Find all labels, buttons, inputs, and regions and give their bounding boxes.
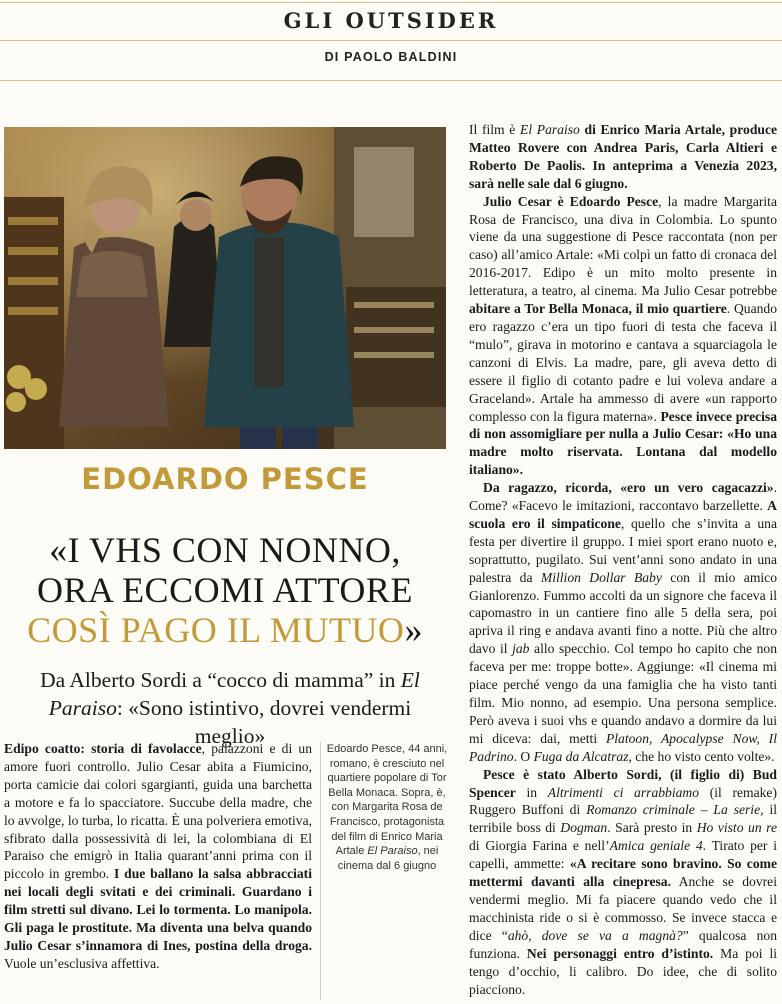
paragraph: Julio Cesar è Edoardo Pesce, la madre Margarita Rosa de Francisco, una diva in Colombia. Lo spunto viene da una suggestione di Pesce raccontata (non per caso) all’amico Artale: «Mi colpì un fatto di cronaca del 2016-2017. Edipo è un mito molto presente in letteratura, a teatro, al cinema. Ma Julio Cesar potrebbe abitare a Tor Bella Monaca, il mio quartiere. Quando ero ragazzo c’era un tipo fuori di testa che faceva il “mulo”, girava in motorino e cantava a squarciagola le canzoni di Elvis. La madre, pare, gli aveva detto di essere il figlio di cotanto padre e lui voleva andare a Graceland». Artale ha ammesso di avere «un rapporto complesso con la figura materna». Pesce invece precisa di non assomigliare per nulla a Julio Cesar: «Ho una madre molto riservata. Lontana dal modello italiano». [469, 193, 778, 478]
photo-caption: Edoardo Pesce, 44 anni, romano, è cresciuto nel quartiere popolare di Tor Bella Monaca. Sopra, è, con Margarita Rosa de Francisco, protagonista del film di Enrico Maria Artale El Paraiso, nei cinema dal 6 giugno [326, 743, 448, 872]
paragraph: Pesce è stato Alberto Sordi, (il figlio di) Bud Spencer in Altrimenti ci arrabbiamo (il remake) Ruggero Buffoni di Romanzo criminale – La serie, il terribile boss di Dogman. Sarà presto in Ho visto un re di Giorgia Farina e nell’Amica geniale 4. Tirato per i capelli, ammette: «A recitare sono bravino. So come mettermi davanti alla cinepresa. Anche se dovrei vendermi meglio. Mi fa piacere quando vedo che il macchinista ride o si è commosso. Se invece stacca e dice “ahò, dove se va a magnà?” qualcosa non funziona. Nei personaggi entro d’istinto. Ma poi li tengo d’occhio, li calibro. Do idee, che di solito piacciono. [469, 766, 778, 997]
deck-subheadline [20, 666, 440, 750]
header-top-rule [0, 2, 782, 3]
header-mid-rule [0, 40, 782, 41]
deck-text-a: Da Alberto Sordi a “cocco di mamma” in [40, 668, 401, 692]
headline-closing-quote: » [404, 610, 423, 650]
header-bottom-rule [0, 80, 782, 81]
supermarket-scene-illustration [4, 127, 446, 449]
caption-divider [320, 742, 321, 1000]
paragraph: Edipo coatto: storia di favolacce, palazzoni e di un amore fuori controllo. Julio Cesar abita a Fiumicino, porta camicie dai colori sgargianti, guida una barchetta a motore e fa lo spacciatore. Succube della madre, che lo avvolge, lo turba, lo ricatta. È una polveriera emotiva, sfibrato dalla possessività di lei, la colombiana di El Paraiso che emigrò in Italia quarant’anni prima con il piccolo in grembo. I due ballano la salsa abbracciati nei locali degli svitati e dei criminali. Guardano i film stretti sul divano. Lei lo tormenta. Lo manipola. Gli paga le prostitute. Ma diventa una belva quando Julio Cesar s’innamora di Ines, postina della droga. Vuole un’esclusiva affettiva. [4, 741, 312, 971]
headline-line-2: ORA ECCOMI ATTORE [37, 570, 413, 610]
deck-text-c: : «Sono istintivo, dovrei vendermi meglio» [116, 696, 412, 748]
paragraph: Da ragazzo, ricorda, «ero un vero cagacazzi». Come? «Facevo le imitazioni, raccontavo barzellette. A scuola ero il simpaticone, quello che s’invita a una festa per divertire il gruppo. I miei sport erano nuoto e, soprattutto, pugilato. Sui vent’anni sono andato in una palestra da Million Dollar Baby con il mio amico Gianlorenzo. Fummo accolti da un signore che faceva il capomastro in un cantiere fino alle 5 della sera, poi apriva il ring e andava avanti fino a notte. Più che altro davo il jab allo specchio. Col tempo ho capito che non faceva per me: troppe botte». Aggiunge: «Il cinema mi piace perché vengo da una famiglia che ha visto tanti film. Mio nonno, ad esempio. Una persona semplice. Però aveva i suoi vhs e quando andavo a dormire da lui mi diceva: dai, metti Platoon, Apocalypse Now, Il Padrino. O Fuga da Alcatraz, che ho visto cento volte». [469, 480, 777, 764]
deck-film-title: El Paraiso [48, 668, 420, 720]
headline-gold-text: COSÌ PAGO IL MUTUO [27, 610, 405, 650]
section-title: GLI OUTSIDER [283, 8, 499, 33]
headline [4, 530, 446, 650]
headline-line-1: «I VHS CON NONNO, [49, 530, 401, 570]
subject-name-kicker: EDOARDO PESCE [81, 462, 369, 496]
headline-line-3 [4, 610, 446, 650]
right-text-column [469, 121, 777, 998]
film-still-photo [4, 127, 446, 449]
paragraph: Il film è El Paraiso di Enrico Maria Artale, produce Matteo Rovere con Andrea Paris, Carla Altieri e Roberto De Paolis. In anteprima a Venezia 2023, sarà nelle sale dal 6 giugno. [469, 122, 778, 191]
left-text-column [4, 740, 312, 973]
byline: DI PAOLO BALDINI [324, 50, 458, 64]
